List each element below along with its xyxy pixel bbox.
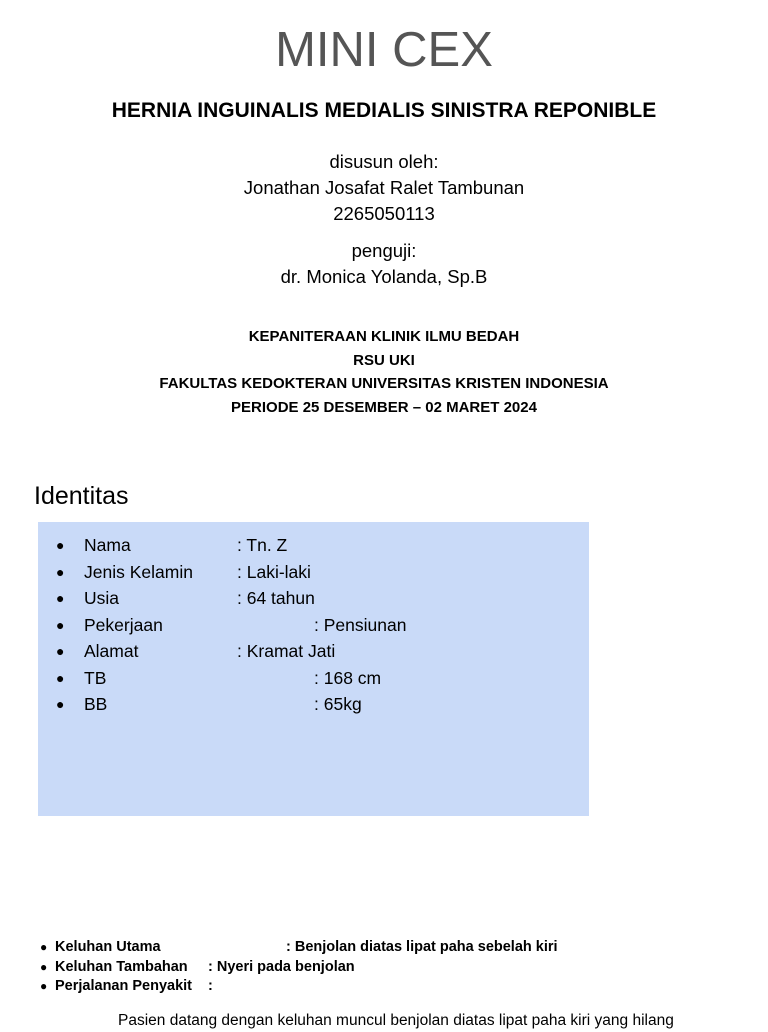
bullet-icon: ● [56, 669, 65, 686]
identity-row-weight [38, 691, 589, 718]
author-intro: disusun oleh: [329, 151, 439, 172]
complaint-value: : Benjolan diatas lipat paha sebelah kiri [286, 939, 558, 955]
identity-label: Alamat [84, 641, 139, 661]
complaint-label: Keluhan Tambahan [55, 958, 188, 975]
institution-department: KEPANITERAAN KLINIK ILMU BEDAH [248, 328, 520, 345]
complaints-list [40, 938, 740, 997]
identity-value: : 64 tahun [237, 588, 315, 608]
identity-row-occupation [38, 612, 589, 639]
complaint-value: : [208, 978, 213, 994]
complaint-label: Keluhan Utama [55, 939, 161, 955]
bullet-icon: ● [56, 537, 65, 553]
identity-value: : Laki-laki [237, 561, 311, 582]
page-title: MINI CEX [275, 23, 493, 77]
identity-label: Nama [84, 535, 131, 555]
identity-value: : Pensiunan [314, 614, 407, 635]
identity-value: : Kramat Jati [237, 641, 336, 661]
identity-row-height [38, 665, 589, 692]
case-title: HERNIA INGUINALIS MEDIALIS SINISTRA REPONIBLE [111, 99, 657, 122]
bullet-icon: ● [56, 696, 65, 712]
examiner-name: dr. Monica Yolanda, Sp.B [280, 266, 488, 287]
complaint-value: : Nyeri pada benjolan [208, 958, 355, 975]
identity-label: TB [84, 667, 107, 688]
institution-faculty: FAKULTAS KEDOKTERAN UNIVERSITAS KRISTEN INDONESIA [159, 375, 609, 392]
identity-value: : 65kg [314, 694, 362, 714]
author-student-id: 2265050113 [333, 203, 435, 224]
examiner-intro: penguji: [351, 240, 417, 261]
complaint-label: Perjalanan Penyakit [55, 978, 193, 994]
institution-period: PERIODE 25 DESEMBER – 02 MARET 2024 [231, 398, 537, 416]
bullet-icon: ● [56, 643, 65, 659]
complaint-row-additional [40, 958, 740, 978]
institution-hospital: RSU UKI [353, 351, 415, 369]
bullet-icon: ● [56, 616, 65, 633]
identity-label: Usia [84, 588, 120, 608]
history-narrative: Pasien datang dengan keluhan muncul benjolan diatas lipat paha kiri yang hilang [118, 1012, 674, 1029]
identity-label: Pekerjaan [84, 614, 163, 635]
author-name: Jonathan Josafat Ralet Tambunan [243, 177, 525, 198]
identity-row-age [38, 585, 589, 612]
author-block [0, 149, 768, 227]
examiner-block [0, 238, 768, 290]
bullet-icon: ● [40, 979, 48, 993]
identity-row-gender [38, 559, 589, 586]
bullet-icon: ● [40, 959, 48, 974]
identity-row-address [38, 638, 589, 665]
complaint-row-main [40, 938, 740, 958]
institution-block [0, 325, 768, 419]
complaint-row-history [40, 977, 740, 997]
identity-value: : Tn. Z [237, 535, 288, 555]
identity-row-name [38, 532, 589, 559]
identity-list [38, 532, 589, 718]
identity-label: BB [84, 694, 108, 714]
identity-box [38, 522, 589, 816]
identity-heading: Identitas [34, 482, 129, 510]
identity-label: Jenis Kelamin [84, 561, 193, 582]
bullet-icon: ● [56, 590, 65, 606]
bullet-icon: ● [56, 563, 65, 580]
identity-value: : 168 cm [314, 667, 382, 688]
bullet-icon: ● [40, 940, 48, 954]
